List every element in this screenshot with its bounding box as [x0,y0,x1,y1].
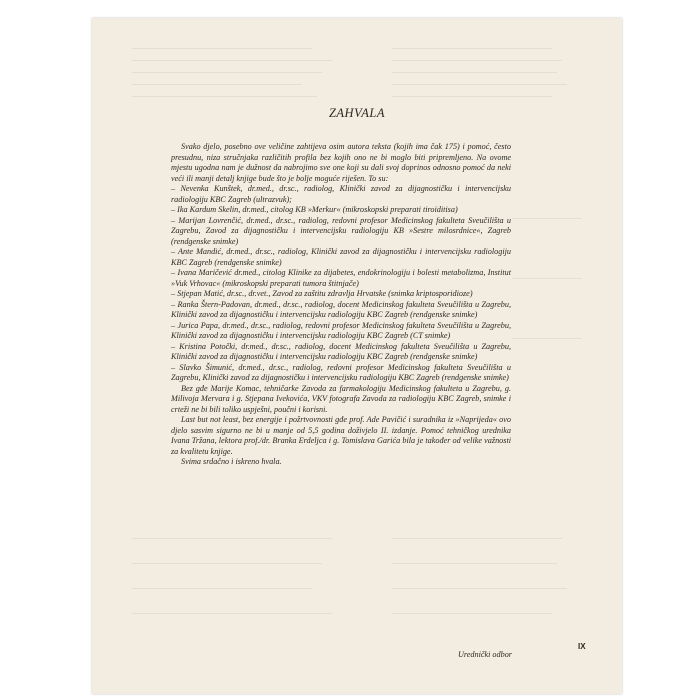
signature: Urednički odbor [457,650,512,659]
contributor-entry: – Ika Kardum Skelin, dr.med., citolog KB »Merkur« (mikroskopski preparati tiroiditisa) [171,205,458,214]
contributor-entry: – Marijan Lovrenčić, dr.med., dr.sc., radiolog, redovni profesor Medicinskog fakulteta Sveučilišta u Zagrebu, Zavod za dijagnostičku i intervencijsku radiologiju KB »Sestre milosrdnice«, Zagreb (rendgenske snimke) [171,215,511,246]
book-page [92,18,622,694]
page-title: ZAHVALA [328,106,386,120]
closing-line: Svima srdačno i iskreno hvala. [181,457,282,466]
contributor-entry: – Jurica Papa, dr.med., dr.sc., radiolog, redovni profesor Medicinskog fakulteta Sveučilišta u Zagrebu, Klinički zavod za dijagnostičku i intervencijsku radiologiju KBC Zagreb (CT snimke) [171,320,511,340]
contributor-entry: – Ranka Štern-Padovan, dr.med., dr.sc., radiolog, docent Medicinskog fakulteta Sveučilišta u Zagrebu, Klinički zavod za dijagnostičku i intervencijsku radiologiju KBC Zagreb (rendgenske snimke) [171,299,511,319]
last-but-not-least-paragraph: Last but not least, bez energije i požrtvovnosti gđe prof. Ade Pavičić i suradnika iz »Naprijeda« ovo djelo sasvim sigurno ne bi u manje od 5,5 godina doživjelo II. izdanje. Pomoć tehničkog urednika Ivana Tržana, lektora prof./dr. Branka Erdeljca i g. Tomislava Garića bila je također od velike važnosti za kvalitetu knjige. [171,415,511,456]
contributor-entry: – Slavko Šimunić, dr.med., dr.sc., radiolog, redovni profesor Medicinskog fakulteta Sveučilišta u Zagrebu, Klinički zavod za dijagnostičku i intervencijsku radiologiju KBC Zagreb (rendgenske snimke) [171,362,511,382]
contributor-entry: – Kristina Potočki, dr.med., dr.sc., radiolog, docent Medicinskog fakulteta Sveučilišta u Zagrebu, Klinički zavod za dijagnostičku i intervencijsku radiologiju KBC Zagreb (rendgenske snimke) [171,341,511,361]
contributor-entry: – Stjepan Matić, dr.sc., dr.vet., Zavod za zaštitu zdravlja Hrvatske (snimka kriptosporidioze) [171,289,473,298]
page-number: IX [578,642,586,651]
intro-paragraph: Svako djelo, posebno ove veličine zahtijeva osim autora teksta (kojih ima čak 175) i pomoć, često presudnu, niza stručnjaka različitih profila bez kojih ono ne bi moglo biti pripremljeno. Na ovome mjestu ugodna nam je dužnost da nabrojimo sve one koji su dali svoj doprinos odnosno pomoć da neki veći ili manji detalj knjige bude što je bolje moguće riješen. To su: [171,142,511,183]
technicians-paragraph: Bez gđe Marije Komac, tehničarke Zavoda za farmakologiju Medicinskog fakulteta u Zagrebu, g. Milivoja Mervara i g. Stjepana Ivekovića, VKV fotografa Zavoda za radiologiju KBC Zagreb, snimke i crteži ne bi bili toliko uspješni, poučni i korisni. [171,383,511,414]
contributor-entry: – Ante Mandić, dr.med., dr.sc., radiolog, Klinički zavod za dijagnostičku i intervencijsku radiologiju KBC Zagreb (rendgenske snimke) [171,247,511,267]
acknowledgement-text [171,142,511,468]
contributor-entry: – Ivana Maričević dr.med., citolog Klinike za dijabetes, endokrinologiju i bolesti metabolizma, Institut »Vuk Vrhovac« (mikroskopski preparati tumora štitnjače) [171,268,511,288]
contributor-entry: – Nevenka Kunštek, dr.med., dr.sc., radiolog, Klinički zavod za dijagnostičku i intervencijsku radiologiju KBC Zagreb (ultrazvuk); [171,184,511,204]
